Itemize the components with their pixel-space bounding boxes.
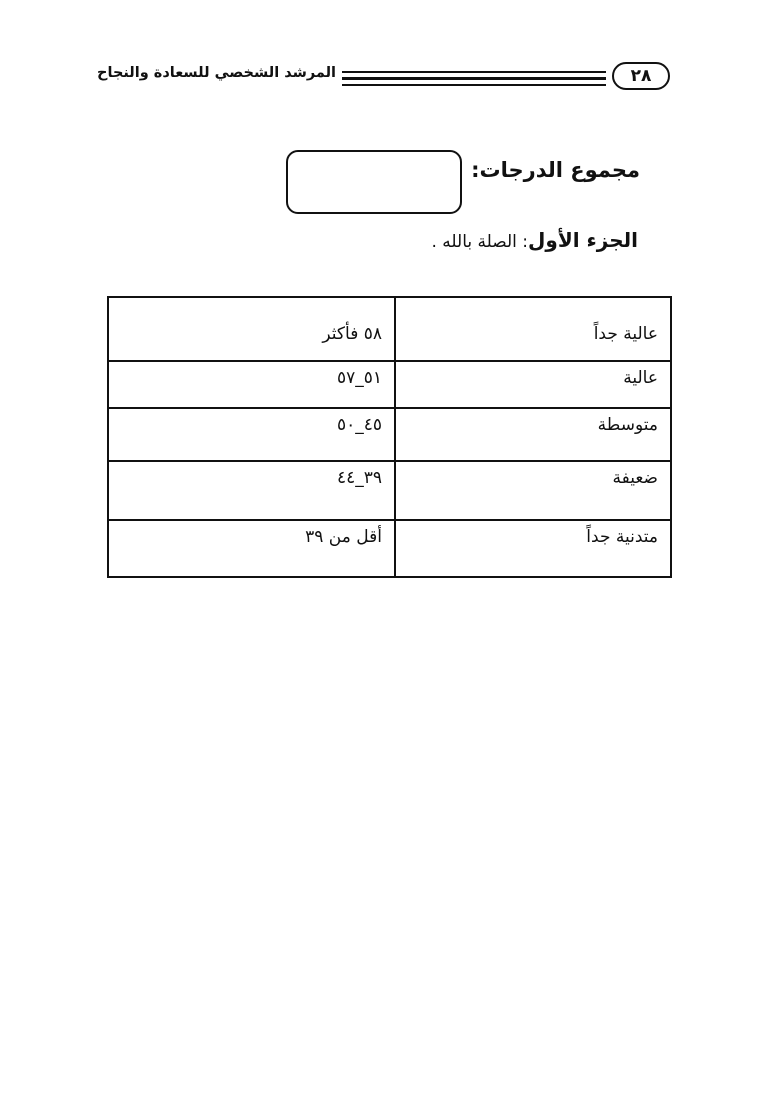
level-cell: عالية جداً xyxy=(395,297,671,361)
range-value: ٥١_٥٧ xyxy=(336,368,382,388)
table-row xyxy=(108,297,671,361)
range-value: أقل من ٣٩ xyxy=(305,527,382,547)
range-cell xyxy=(108,361,395,408)
table-row xyxy=(108,361,671,408)
range-cell xyxy=(108,297,395,361)
section-heading xyxy=(300,228,638,252)
total-score-label: مجموع الدرجات: xyxy=(471,158,640,182)
book-title: المرشد الشخصي للسعادة والنجاح xyxy=(97,65,336,81)
table-row xyxy=(108,461,671,520)
page-number: ٢٨ xyxy=(612,62,670,90)
level-cell: متدنية جداً xyxy=(395,520,671,577)
table-row xyxy=(108,520,671,577)
part-title: الصلة بالله . xyxy=(431,232,517,252)
range-cell xyxy=(108,408,395,461)
range-cell xyxy=(108,520,395,577)
table-row xyxy=(108,408,671,461)
range-value: ٥٨ فأكثر xyxy=(322,324,382,344)
part-separator: : xyxy=(516,232,529,252)
running-header xyxy=(97,62,670,94)
part-label: الجزء الأول xyxy=(528,228,638,252)
level-cell: عالية xyxy=(395,361,671,408)
total-score-box xyxy=(286,150,462,214)
score-levels-table xyxy=(107,296,672,578)
header-rule xyxy=(342,77,606,80)
header-rule xyxy=(342,84,606,86)
header-rule xyxy=(342,71,606,73)
range-value: ٣٩_٤٤ xyxy=(336,468,382,488)
level-cell: متوسطة xyxy=(395,408,671,461)
level-cell: ضعيفة xyxy=(395,461,671,520)
range-value: ٤٥_٥٠ xyxy=(336,415,382,435)
range-cell xyxy=(108,461,395,520)
